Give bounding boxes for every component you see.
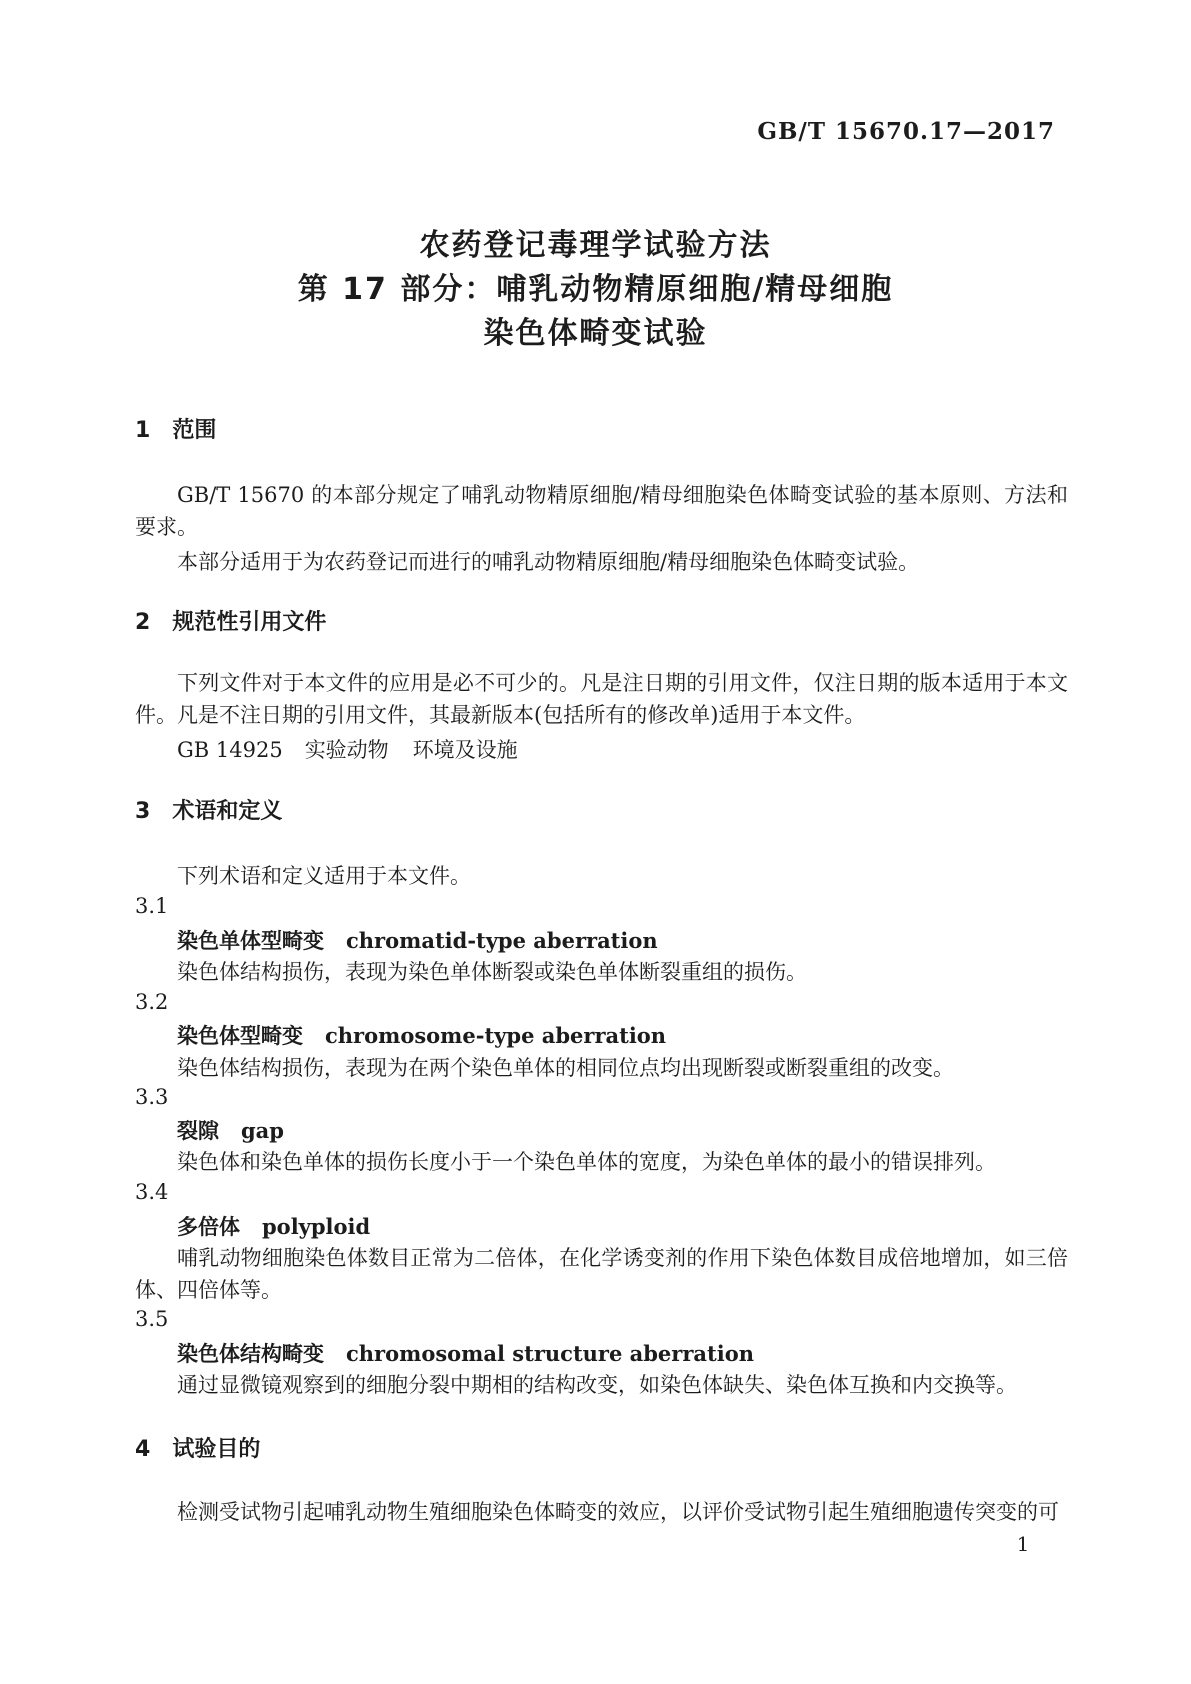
section-1-number: 1 <box>135 418 151 443</box>
term-3-4-en: polyploid <box>262 1214 371 1239</box>
title-line-3: 染色体畸变试验 <box>483 316 708 351</box>
term-3-3-zh: 裂隙 <box>177 1119 219 1143</box>
section-1-title: 范围 <box>172 418 217 443</box>
term-3-4-name <box>177 1213 370 1241</box>
term-3-3-en: gap <box>241 1118 284 1143</box>
term-3-2-name <box>177 1022 666 1050</box>
section-4-paragraph-1: 检测受试物引起哺乳动物生殖细胞染色体畸变的效应，以评价受试物引起生殖细胞遗传突变的可 <box>177 1500 1059 1524</box>
section-1-paragraph-2: 本部分适用于为农药登记而进行的哺乳动物精原细胞/精母细胞染色体畸变试验。 <box>177 550 920 574</box>
term-3-3-number: 3.3 <box>135 1085 169 1109</box>
title-line-2: 第 17 部分：哺乳动物精原细胞/精母细胞 <box>297 272 894 307</box>
term-3-5-name <box>177 1340 754 1368</box>
section-2-title: 规范性引用文件 <box>172 610 327 635</box>
title-line-1: 农药登记毒理学试验方法 <box>419 228 772 263</box>
term-3-5-zh: 染色体结构畸变 <box>177 1342 324 1366</box>
section-2-paragraph-1: 下列文件对于本文件的应用是必不可少的。凡是注日期的引用文件，仅注日期的版本适用于本文件。凡是不注日期的引用文件，其最新版本(包括所有的修改单)适用于本文件。 <box>135 671 1068 727</box>
reference-title-part2: 环境及设施 <box>412 738 518 762</box>
term-3-1-number: 3.1 <box>135 894 169 918</box>
term-3-2-number: 3.2 <box>135 990 169 1014</box>
section-2-heading <box>135 610 326 636</box>
term-3-4-zh: 多倍体 <box>177 1215 240 1239</box>
term-3-4-number: 3.4 <box>135 1180 169 1204</box>
page-number: 1 <box>1016 1532 1030 1556</box>
term-3-2-zh: 染色体型畸变 <box>177 1024 303 1048</box>
term-3-1-zh: 染色单体型畸变 <box>177 929 324 953</box>
term-3-2-definition: 染色体结构损伤，表现为在两个染色单体的相同位点均出现断裂或断裂重组的改变。 <box>177 1056 954 1080</box>
section-3-number: 3 <box>135 799 151 824</box>
term-3-1-definition: 染色体结构损伤，表现为染色单体断裂或染色单体断裂重组的损伤。 <box>177 960 807 984</box>
standard-number-header: GB/T 15670.17—2017 <box>757 118 1055 145</box>
section-4-heading <box>135 1437 260 1463</box>
term-3-5-definition: 通过显微镜观察到的细胞分裂中期相的结构改变，如染色体缺失、染色体互换和内交换等。 <box>177 1373 1017 1397</box>
term-3-1-name <box>177 927 658 955</box>
term-3-4-definition: 哺乳动物细胞染色体数目正常为二倍体，在化学诱变剂的作用下染色体数目成倍地增加，如三倍体、四倍体等。 <box>135 1246 1068 1302</box>
section-4-number: 4 <box>135 1437 151 1462</box>
term-3-2-en: chromosome-type aberration <box>325 1023 667 1048</box>
section-3-heading <box>135 799 282 825</box>
section-2-number: 2 <box>135 610 151 635</box>
section-3-title: 术语和定义 <box>172 799 283 824</box>
reference-code: GB 14925 <box>177 738 283 762</box>
normative-reference <box>177 734 518 766</box>
term-3-5-number: 3.5 <box>135 1307 169 1331</box>
term-3-1-en: chromatid-type aberration <box>346 928 658 953</box>
section-1-paragraph-1: GB/T 15670 的本部分规定了哺乳动物精原细胞/精母细胞染色体畸变试验的基本原则、方法和要求。 <box>135 483 1068 539</box>
reference-title-part1: 实验动物 <box>304 738 389 762</box>
section-4-title: 试验目的 <box>172 1437 261 1462</box>
term-3-3-definition: 染色体和染色单体的损伤长度小于一个染色单体的宽度，为染色单体的最小的错误排列。 <box>177 1150 996 1174</box>
section-1-heading <box>135 418 216 444</box>
section-3-intro: 下列术语和定义适用于本文件。 <box>177 864 471 888</box>
term-3-3-name <box>177 1117 284 1145</box>
document-title <box>0 224 1191 356</box>
term-3-5-en: chromosomal structure aberration <box>346 1341 754 1366</box>
